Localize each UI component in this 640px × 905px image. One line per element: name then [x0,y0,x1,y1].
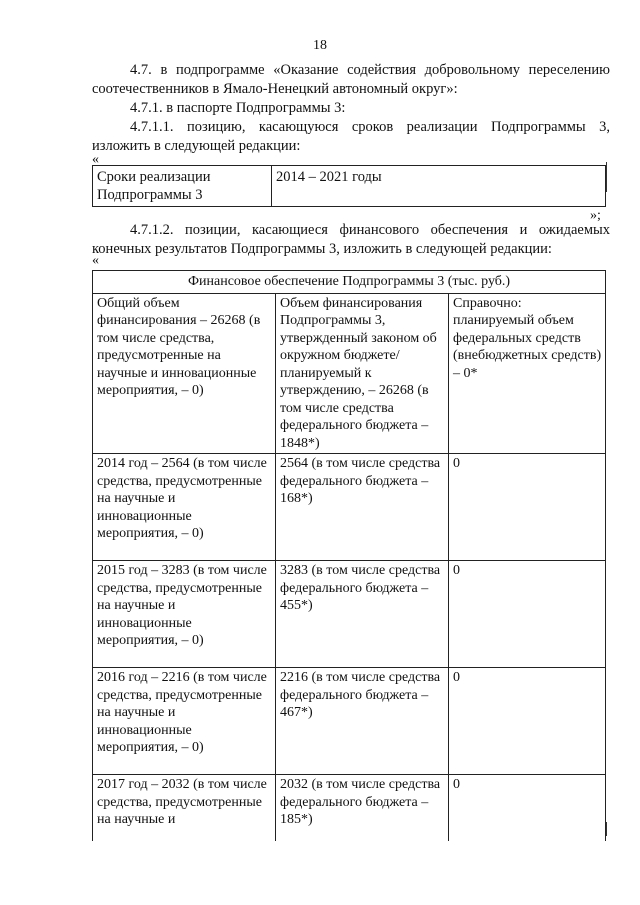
table-row [93,293,606,454]
finance-cell-federal: Справочно: планируемый объем федеральных средств (внебюджетных средств) – 0* [449,293,606,454]
finance-cell-reference: 0 [449,454,606,561]
finance-cell-budget: Объем финансирования Подпрограммы 3, утвержденный законом об окружном бюджете/ планируемый к утверждению, – 26268 (в том числе средства федерального бюджета – 1848*) [276,293,449,454]
paragraph-4-7-1-2: 4.7.1.2. позиции, касающиеся финансового обеспечения и ожидаемых конечных результатов Подпрограммы 3, изложить в следующей редакции: [92,222,610,257]
timeline-value: 2014 – 2021 годы [272,166,606,207]
table-row [93,454,606,561]
margin-mark [606,822,607,836]
finance-table [92,270,606,841]
finance-cell-year: 2015 год – 3283 (в том числе средства, предусмотренные на научные и инновационные мероприятия, – 0) [93,561,276,668]
finance-table-header: Финансовое обеспечение Подпрограммы 3 (тыс. руб.) [93,271,606,294]
margin-mark [606,162,607,192]
finance-cell-amount: 2564 (в том числе средства федерального бюджета – 168*) [276,454,449,561]
finance-cell-amount: 2032 (в том числе средства федерального бюджета – 185*) [276,775,449,842]
finance-cell-reference: 0 [449,775,606,842]
finance-cell-year: 2014 год – 2564 (в том числе средства, предусмотренные на научные и инновационные мероприятия, – 0) [93,454,276,561]
timeline-label: Сроки реализации Подпрограммы 3 [93,166,272,207]
table-row [93,775,606,842]
paragraph-4-7-1-1: 4.7.1.1. позицию, касающуюся сроков реализации Подпрограммы 3, изложить в следующей редакции: [92,119,610,154]
table-row [93,561,606,668]
table-row [93,668,606,775]
finance-cell-year: 2017 год – 2032 (в том числе средства, предусмотренные на научные и [93,775,276,842]
quote-open-2: « [92,253,99,268]
page-number: 18 [313,38,327,53]
timeline-table [92,165,606,207]
paragraph-4-7: 4.7. в подпрограмме «Оказание содействия добровольному переселению соотечественников в Ямало-Ненецкий автономный округ»: [92,62,610,97]
finance-cell-amount: 3283 (в том числе средства федерального бюджета – 455*) [276,561,449,668]
finance-cell-total: Общий объем финансирования – 26268 (в том числе средства, предусмотренные на научные и инновационные мероприятия, – 0) [93,293,276,454]
paragraph-4-7-1: 4.7.1. в паспорте Подпрограммы 3: [130,100,346,116]
finance-cell-reference: 0 [449,561,606,668]
finance-cell-amount: 2216 (в том числе средства федерального бюджета – 467*) [276,668,449,775]
finance-cell-year: 2016 год – 2216 (в том числе средства, предусмотренные на научные и инновационные мероприятия, – 0) [93,668,276,775]
quote-close-1: »; [590,208,601,223]
quote-open-1: « [92,152,99,167]
finance-cell-reference: 0 [449,668,606,775]
